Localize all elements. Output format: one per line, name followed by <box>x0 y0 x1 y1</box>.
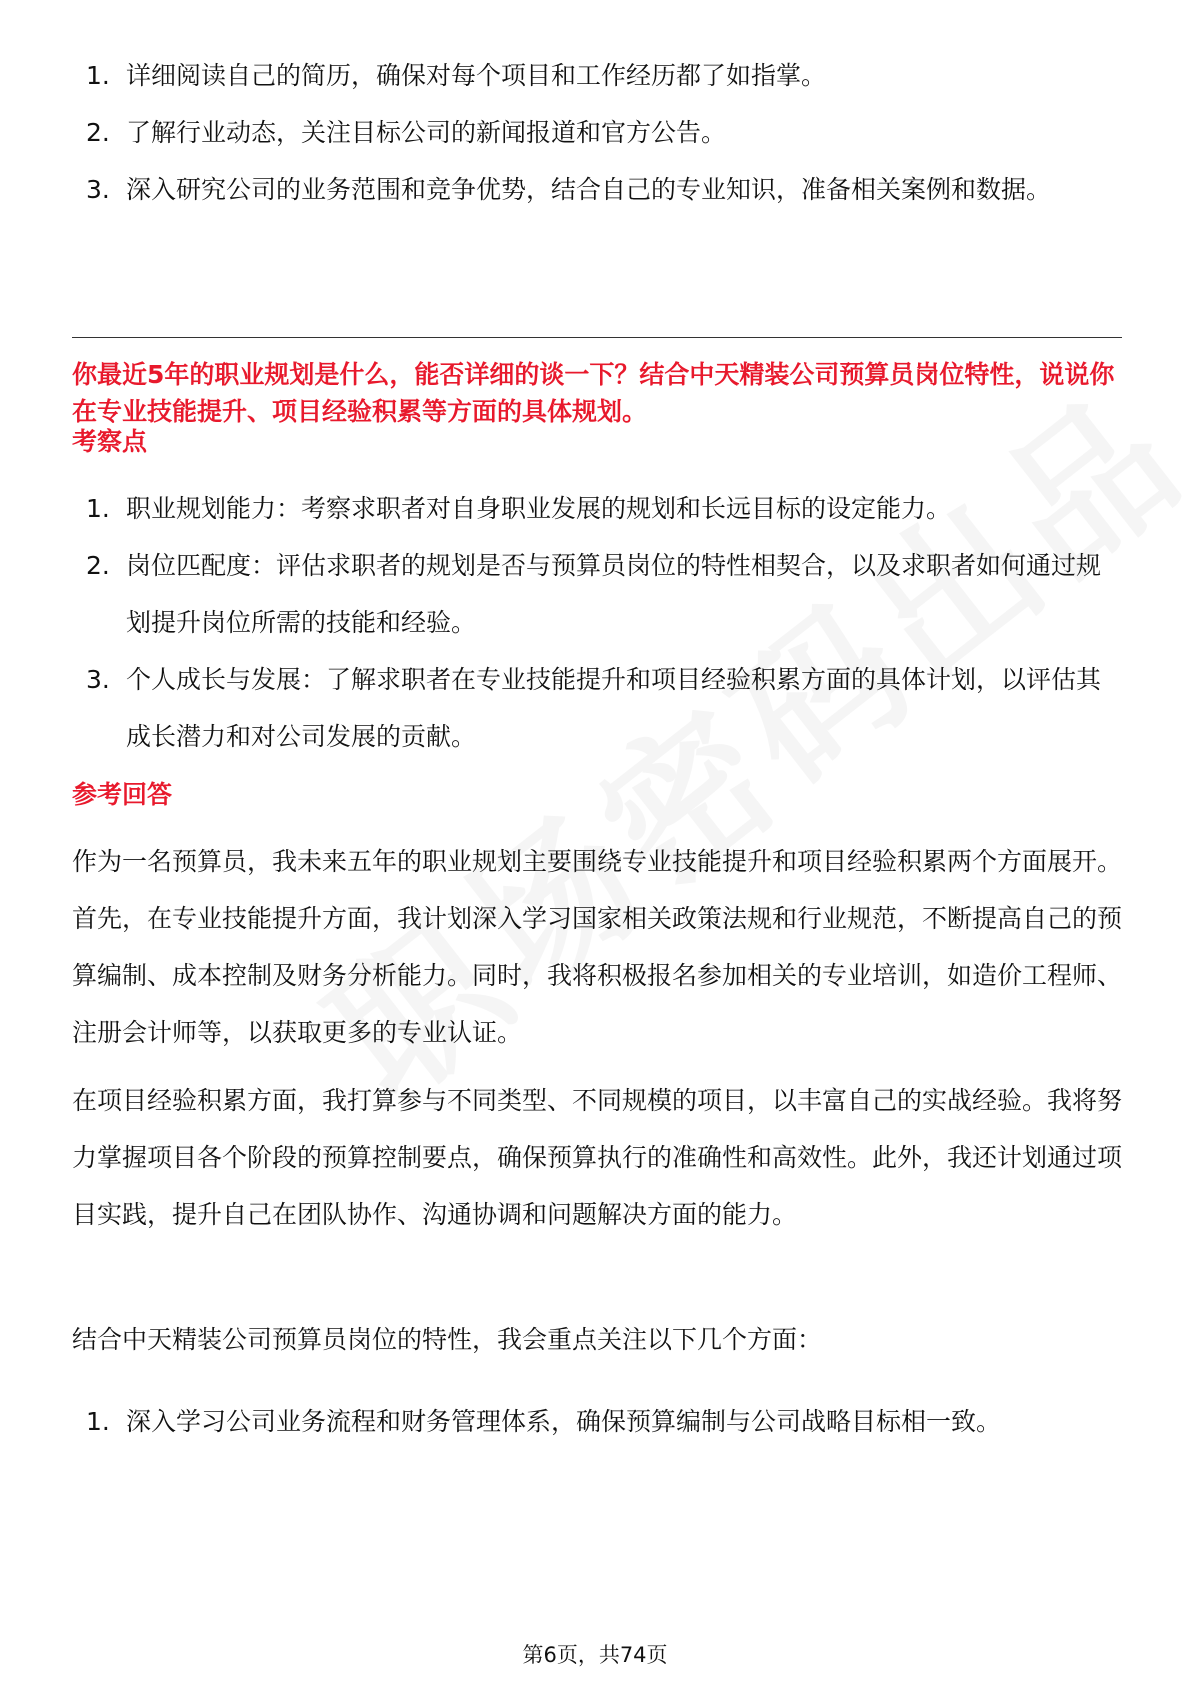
list-item <box>72 161 1122 218</box>
list-number: 3. <box>86 665 110 694</box>
list-number: 1. <box>86 61 110 90</box>
answer-list <box>72 1393 1122 1450</box>
list-number: 3. <box>86 175 110 204</box>
question-heading: 你最近5年的职业规划是什么，能否详细的谈一下？结合中天精装公司预算员岗位特性，说说你在专业技能提升、项目经验积累等方面的具体规划。 <box>72 360 1115 426</box>
exam-points-label: 考察点 <box>72 427 148 456</box>
answer-paragraph: 作为一名预算员，我未来五年的职业规划主要围绕专业技能提升和项目经验积累两个方面展开。首先，在专业技能提升方面，我计划深入学习国家相关政策法规和行业规范，不断提高自己的预算编制、成本控制及财务分析能力。同时，我将积极报名参加相关的专业培训，如造价工程师、注册会计师等，以获取更多的专业认证。 <box>72 847 1123 1047</box>
list-item <box>72 47 1122 104</box>
list-number: 1. <box>86 1407 110 1436</box>
exam-points-list <box>72 480 1122 765</box>
section-divider <box>72 337 1122 338</box>
list-item <box>72 537 1122 651</box>
page-number: 第6页，共74页 <box>522 1643 668 1667</box>
list-item <box>72 651 1122 765</box>
list-text: 个人成长与发展：了解求职者在专业技能提升和项目经验积累方面的具体计划，以评估其成长潜力和对公司发展的贡献。 <box>126 665 1102 751</box>
intro-list <box>72 47 1122 218</box>
answer-paragraph: 在项目经验积累方面，我打算参与不同类型、不同规模的项目，以丰富自己的实战经验。我将努力掌握项目各个阶段的预算控制要点，确保预算执行的准确性和高效性。此外，我还计划通过项目实践，提升自己在团队协作、沟通协调和问题解决方面的能力。 <box>72 1086 1123 1229</box>
reference-answer-label: 参考回答 <box>72 780 173 809</box>
list-item <box>72 1393 1122 1450</box>
list-item <box>72 480 1122 537</box>
list-text: 详细阅读自己的简历，确保对每个项目和工作经历都了如指掌。 <box>126 61 827 90</box>
list-text: 职业规划能力：考察求职者对自身职业发展的规划和长远目标的设定能力。 <box>126 494 952 523</box>
list-item <box>72 104 1122 161</box>
list-text: 岗位匹配度：评估求职者的规划是否与预算员岗位的特性相契合，以及求职者如何通过规划提升岗位所需的技能和经验。 <box>126 551 1102 637</box>
list-number: 2. <box>86 118 110 147</box>
list-text: 了解行业动态，关注目标公司的新闻报道和官方公告。 <box>126 118 727 147</box>
list-number: 2. <box>86 551 110 580</box>
list-text: 深入学习公司业务流程和财务管理体系，确保预算编制与公司战略目标相一致。 <box>126 1407 1002 1436</box>
list-number: 1. <box>86 494 110 523</box>
list-text: 深入研究公司的业务范围和竞争优势，结合自己的专业知识，准备相关案例和数据。 <box>126 175 1052 204</box>
answer-paragraph: 结合中天精装公司预算员岗位的特性，我会重点关注以下几个方面： <box>72 1325 823 1354</box>
